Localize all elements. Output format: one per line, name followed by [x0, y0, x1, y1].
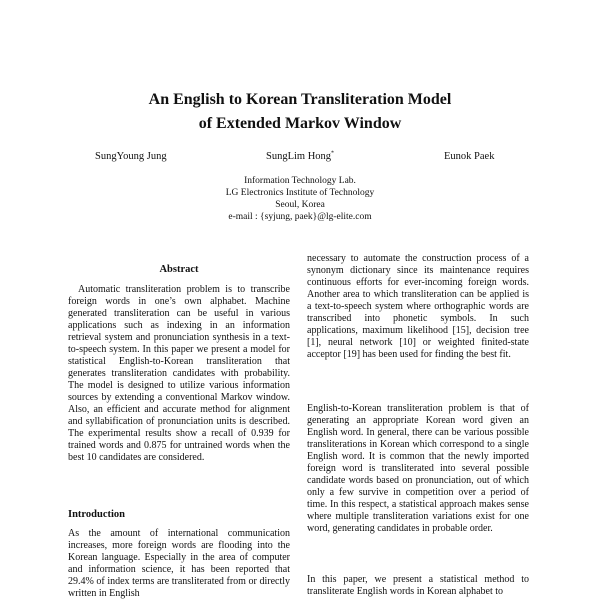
- affiliation-block: [0, 175, 600, 223]
- affiliation-email: e-mail : {syjung, paek}@lg-elite.com: [228, 212, 372, 222]
- paper-title-line-1: An English to Korean Transliteration Model: [148, 91, 452, 108]
- author-name: Eunok Paek: [444, 151, 495, 162]
- affiliation-lab: Information Technology Lab.: [244, 176, 356, 186]
- affiliation-institute: LG Electronics Institute of Technology: [225, 188, 375, 198]
- introduction-text: As the amount of international communication increases, more foreign words are flooding into the Korean language. Especially in the area of computer and information science, it has been reported that 29.4% of index terms are transliterated from or directly written in English: [68, 528, 290, 599]
- author-name: SungLim Hong: [266, 151, 332, 162]
- right-column-paragraph-2: English-to-Korean transliteration problem is that of generating an appropriate Korean word given an English word. In general, there can be various possible transliterations in Korean which correspond to a single English word. It is common that the newly imported foreign word is transliterated into several possible candidate words based on pronunciation, out of which only a few survive in competition over a period of time. In this respect, a statistical approach makes sense where multiple transliteration variations exist for one word, generating candidates in probable order.: [307, 403, 529, 534]
- author-3: [444, 151, 494, 162]
- right-column-paragraph-3: In this paper, we present a statistical method to transliterate English words in Korean alphabet to: [307, 574, 529, 597]
- author-2: [266, 151, 334, 162]
- abstract-heading: Abstract: [159, 264, 199, 275]
- author-footnote-marker: *: [331, 150, 335, 157]
- paper-title-line-2: of Extended Markov Window: [198, 115, 402, 132]
- abstract-text: Automatic transliteration problem is to transcribe foreign words in one’s own alphabet. Machine generated transliteration can be useful in various applications such as indexing in an information retrieval system and pronunciation synthesis in a text-to-speech system. In this paper we present a model for statistical English-to-Korean transliteration that generates transliteration candidates with probability. The model is designed to utilize various information sources by extending a conventional Markov window. Also, an efficient and accurate method for alignment and syllabification of pronunciation units is described. The experimental results show a recall of 0.939 for trained words and 0.875 for untrained words when the best 10 candidates are considered.: [68, 284, 290, 463]
- author-name: SungYoung Jung: [95, 151, 167, 162]
- affiliation-location: Seoul, Korea: [275, 200, 325, 210]
- right-column-paragraph-1: necessary to automate the construction process of a synonym dictionary since its maintenance requires continuous efforts for ever-incoming foreign words. Another area to which transliteration can be applied is a text-to-speech system where orthographic words are transcribed into phonetic symbols. In such applications, maximum likelihood [15], decision tree [1], neural network [10] or weighted finited-state acceptor [19] has been used for finding the best fit.: [307, 253, 529, 360]
- introduction-heading: Introduction: [68, 509, 125, 520]
- author-1: [95, 151, 167, 162]
